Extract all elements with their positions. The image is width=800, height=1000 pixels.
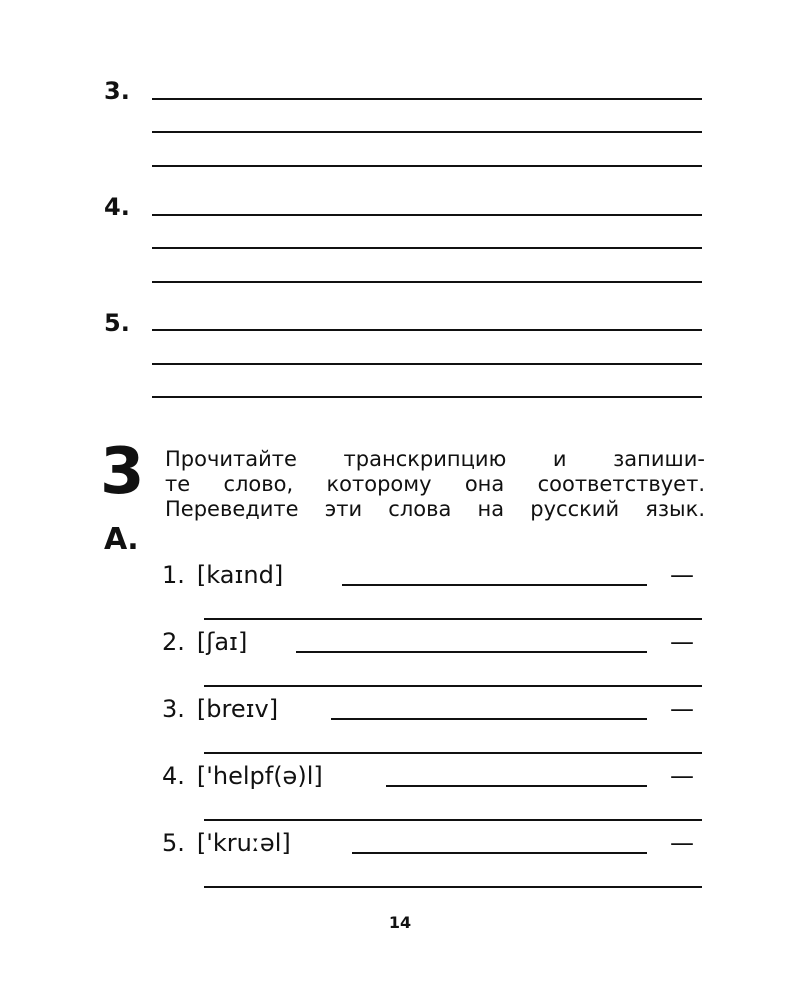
transcription: ['helpf(ə)l] xyxy=(196,762,323,790)
item-number: 5. xyxy=(162,829,185,857)
answer-line[interactable] xyxy=(152,131,702,133)
translation-answer-line[interactable] xyxy=(204,819,702,821)
answer-line[interactable] xyxy=(152,363,702,365)
item-number: 3. xyxy=(104,77,130,105)
translation-answer-line[interactable] xyxy=(204,886,702,888)
part-label: А. xyxy=(104,522,139,557)
dash: — xyxy=(670,695,694,723)
item-number: 1. xyxy=(162,561,185,589)
dash: — xyxy=(670,829,694,857)
answer-line[interactable] xyxy=(152,281,702,283)
word-answer-line[interactable] xyxy=(352,852,647,854)
answer-line[interactable] xyxy=(152,165,702,167)
item-number: 2. xyxy=(162,628,185,656)
instruction-line: те слово, которому она соответствует. xyxy=(165,472,705,496)
transcription: [ʃaɪ] xyxy=(196,628,248,656)
word-answer-line[interactable] xyxy=(386,785,647,787)
answer-line[interactable] xyxy=(152,247,702,249)
word-answer-line[interactable] xyxy=(296,651,647,653)
answer-line[interactable] xyxy=(152,396,702,398)
exercise-instruction xyxy=(165,447,705,522)
item-number: 4. xyxy=(104,193,130,221)
transcription: [kaɪnd] xyxy=(196,561,284,589)
translation-answer-line[interactable] xyxy=(204,752,702,754)
item-number: 4. xyxy=(162,762,185,790)
instruction-line: Переведите эти слова на русский язык. xyxy=(165,497,705,521)
dash: — xyxy=(670,628,694,656)
answer-line[interactable] xyxy=(152,98,702,100)
page-number: 14 xyxy=(388,913,412,932)
dash: — xyxy=(670,561,694,589)
item-number: 5. xyxy=(104,309,130,337)
word-answer-line[interactable] xyxy=(331,718,647,720)
answer-line[interactable] xyxy=(152,214,702,216)
word-answer-line[interactable] xyxy=(342,584,647,586)
dash: — xyxy=(670,762,694,790)
transcription: [breɪv] xyxy=(196,695,279,723)
exercise-number: 3 xyxy=(100,435,145,509)
translation-answer-line[interactable] xyxy=(204,618,702,620)
translation-answer-line[interactable] xyxy=(204,685,702,687)
instruction-line: Прочитайте транскрипцию и запиши- xyxy=(165,447,705,471)
item-number: 3. xyxy=(162,695,185,723)
answer-line[interactable] xyxy=(152,329,702,331)
transcription: ['kruːəl] xyxy=(196,829,291,857)
